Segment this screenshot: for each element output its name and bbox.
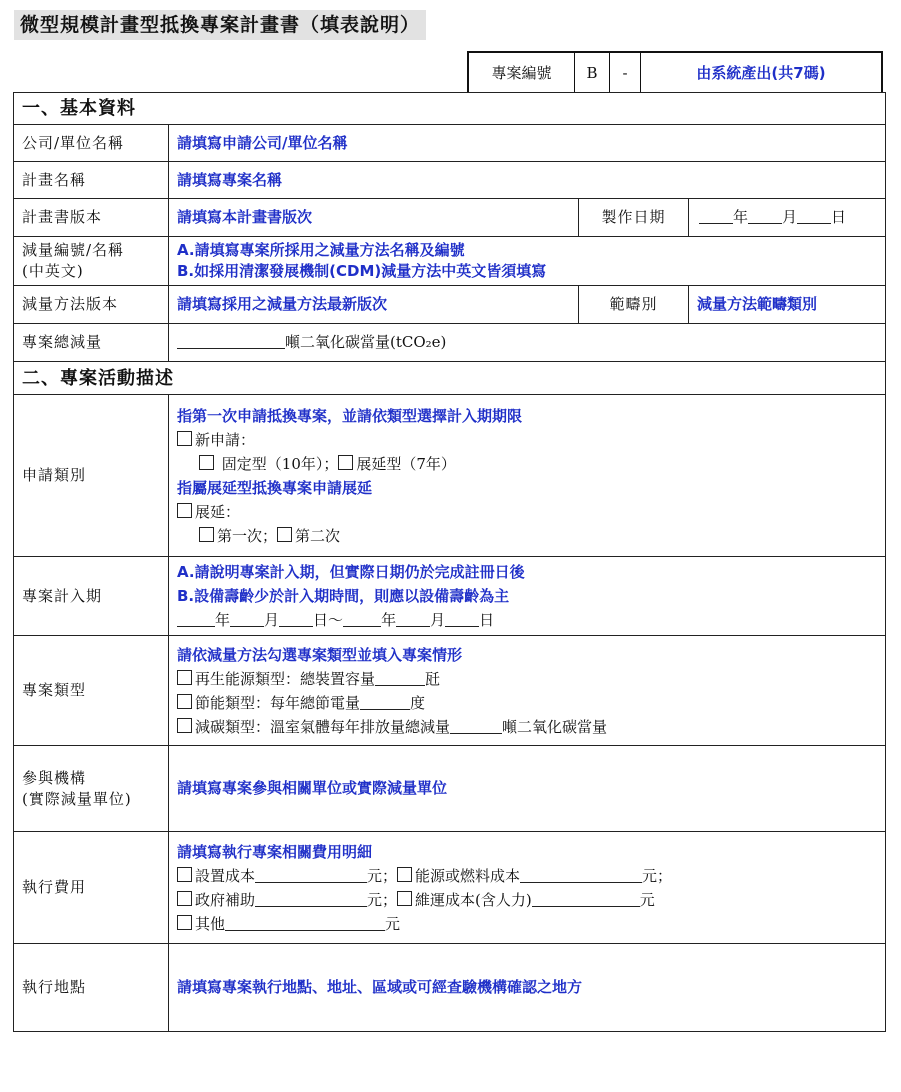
- method-version-label: 減量方法版本: [14, 286, 169, 324]
- fuel-cost-checkbox[interactable]: [397, 867, 412, 882]
- method-field[interactable]: A.請填寫專案所採用之減量方法名稱及編號 B.如採用清潔發展機制(CDM)減量方法中英文皆須填寫: [169, 237, 886, 286]
- participant-field[interactable]: 請填寫專案參與相關單位或實際減量單位: [169, 746, 886, 832]
- plan-name-label: 計畫名稱: [14, 162, 169, 199]
- scope-field[interactable]: 減量方法範疇類別: [689, 286, 886, 324]
- apply-type-note2: 指屬展延型抵換專案申請展延: [177, 478, 373, 497]
- period-note2: B.設備壽齡少於計入期時間，則應以設備壽齡為主: [177, 587, 510, 605]
- first-checkbox[interactable]: [199, 527, 214, 542]
- section-activity-heading: 二、專案活動描述: [14, 362, 886, 395]
- project-form-table: [13, 92, 886, 1032]
- location-field[interactable]: 請填寫專案執行地點、地址、區域或可經查驗機構確認之地方: [169, 944, 886, 1032]
- period-field: [169, 557, 886, 636]
- participant-label: 參與機構 (實際減量單位): [14, 746, 169, 832]
- project-id-prefix: B: [575, 53, 610, 92]
- renew-checkbox[interactable]: [177, 670, 192, 685]
- project-id-box: [467, 51, 883, 92]
- location-label: 執行地點: [14, 944, 169, 1032]
- period-date-range[interactable]: 年 月 日～ 年 月 日: [177, 608, 877, 632]
- method-version-field[interactable]: 請填寫採用之減量方法最新版次: [169, 286, 579, 324]
- save-checkbox[interactable]: [177, 694, 192, 709]
- total-label: 專案總減量: [14, 324, 169, 362]
- setup-cost-checkbox[interactable]: [177, 867, 192, 882]
- total-field[interactable]: 噸二氧化碳當量(tCO₂e): [169, 324, 886, 362]
- project-type-field: 請依減量方法勾選專案類型並填入專案情形 再生能源類型：總裝置容量 瓩 節能類型：每年總節電量 度 減碳類型：溫室氣體每年排放量總減量 噸二氧化碳當量: [169, 636, 886, 746]
- project-id-value[interactable]: 由系統產出(共7碼): [696, 64, 826, 82]
- version-label: 計畫書版本: [14, 199, 169, 237]
- date-field[interactable]: 年 月 日: [689, 199, 886, 237]
- project-id-dash: -: [610, 53, 641, 92]
- method-label: 減量編號/名稱 (中英文): [14, 237, 169, 286]
- period-note1: A.請說明專案計入期，但實際日期仍於完成註冊日後: [177, 563, 525, 581]
- cost-label: 執行費用: [14, 832, 169, 944]
- apply-type-field: 指第一次申請抵換專案，並請依類型選擇計入期期限 新申請： 固定型（10年）； 展延型（7年） 指屬展延型抵換專案申請展延 展延： 第一次； 第二次: [169, 395, 886, 557]
- fixed-checkbox[interactable]: [199, 455, 214, 470]
- document-title: 微型規模計畫型抵換專案計畫書（填表說明）: [14, 10, 426, 40]
- cost-field: 請填寫執行專案相關費用明細 設置成本 元； 能源或燃料成本 元； 政府補助 元； 維運成本(含人力) 元 其他 元: [169, 832, 886, 944]
- second-checkbox[interactable]: [277, 527, 292, 542]
- period-label: 專案計入期: [14, 557, 169, 636]
- project-id-label: 專案編號: [469, 53, 575, 92]
- extend-checkbox[interactable]: [177, 503, 192, 518]
- apply-type-note1: 指第一次申請抵換專案，並請依類型選擇計入期期限: [177, 406, 523, 425]
- scope-label: 範疇別: [579, 286, 689, 324]
- plan-name-field[interactable]: 請填寫專案名稱: [169, 162, 886, 199]
- section-basic-heading: 一、基本資料: [14, 93, 886, 125]
- company-field[interactable]: 請填寫申請公司/單位名稱: [169, 125, 886, 162]
- cost-note: 請填寫執行專案相關費用明細: [177, 842, 373, 861]
- new-checkbox[interactable]: [177, 431, 192, 446]
- version-field[interactable]: 請填寫本計畫書版次: [169, 199, 579, 237]
- date-label: 製作日期: [579, 199, 689, 237]
- extend-type-checkbox[interactable]: [338, 455, 353, 470]
- company-label: 公司/單位名稱: [14, 125, 169, 162]
- project-type-note: 請依減量方法勾選專案類型並填入專案情形: [177, 645, 463, 664]
- reduce-checkbox[interactable]: [177, 718, 192, 733]
- gov-subsidy-checkbox[interactable]: [177, 891, 192, 906]
- apply-type-label: 申請類別: [14, 395, 169, 557]
- maint-cost-checkbox[interactable]: [397, 891, 412, 906]
- project-type-label: 專案類型: [14, 636, 169, 746]
- other-cost-checkbox[interactable]: [177, 915, 192, 930]
